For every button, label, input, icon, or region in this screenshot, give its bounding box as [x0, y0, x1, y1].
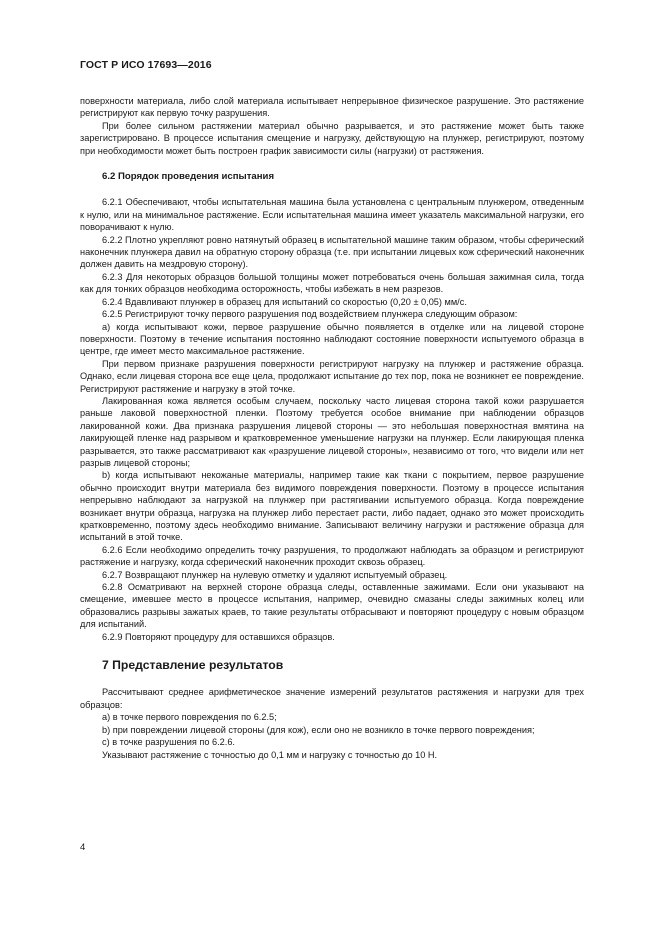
section-heading-7: 7 Представление результатов	[102, 658, 284, 673]
intro-paragraph-2: При более сильном растяжении материал обычно разрывается, и это растяжение может быть также зарегистрировано. В процессе испытания смещение и нагрузку, действующую на плунжер, регистрируют, поэтому при необходимости может быть построен график зависимости силы (нагрузки) от растяжения.	[80, 120, 584, 156]
results-item-a: a) в точке первого повреждения по 6.2.5;	[102, 712, 277, 723]
clause-6-2-2: 6.2.2 Плотно укрепляют ровно натянутый образец в испытательной машине таким образом, чтобы сферический наконечник плунжера давил на обратную сторону образца (т.е. при испытании лицевых кож сферический наконечник должен давить на мездровую сторону).	[80, 234, 584, 270]
clause-6-2-5-a-first-sign: При первом признаке разрушения поверхности регистрируют нагрузку на плунжер и растяжение образца. Однако, если лицевая сторона все еще цела, продолжают испытание до тех пор, пока не возникнет ее повреждение. Регистрируют растяжение и нагрузку в этой точке.	[80, 358, 584, 394]
clause-6-2-7: 6.2.7 Возвращают плунжер на нулевую отметку и удаляют испытуемый образец.	[102, 569, 448, 580]
document-body	[80, 95, 584, 761]
results-intro: Рассчитывают среднее арифметическое значение измерений результатов растяжения и нагрузки для трех образцов:	[80, 687, 584, 710]
clause-6-2-1: 6.2.1 Обеспечивают, чтобы испытательная машина была установлена с центральным плунжером, отведенным к нулю, или на минимальное растяжение. Если испытательная машина имеет указатель максимальной нагрузки, его поворачивают к нулю.	[80, 197, 584, 233]
clause-6-2-3: 6.2.3 Для некоторых образцов большой толщины может потребоваться очень большая зажимная сила, тогда как для тонких образцов необходима осторожность, чтобы избежать в нем разрезов.	[80, 271, 584, 295]
results-precision: Указывают растяжение с точностью до 0,1 мм и нагрузку с точностью до 10 Н.	[102, 749, 438, 760]
clause-6-2-6: 6.2.6 Если необходимо определить точку разрушения, то продолжают наблюдать за образцом и регистрируют растяжение и нагрузку, когда сферический наконечник проходит сквозь образец.	[80, 544, 584, 568]
clause-6-2-8: 6.2.8 Осматривают на верхней стороне образца следы, оставленные зажимами. Если они указывают на смещение, имевшее место в процессе испытания, например, очевидно смазаны следы зажимных колец или образовались разрывы зажатых краев, то такие результаты отбрасывают и повторяют процедуру с новым образцом для испытаний.	[80, 582, 584, 630]
clause-6-2-5-b: b) когда испытывают некожаные материалы, например такие как ткани с покрытием, первое разрушение обычно происходит внутри материала без видимого повреждения поверхности. Поэтому в процессе испытания непрерывно наблюдают за нагрузкой на плунжер при растягивании испытуемого образца. Когда повреждение возникает внутри образца, нагрузка на плунжер либо перестает расти, либо падает, однако это может происходить кратковременно, поэтому здесь необходимо внимание. Записывают величину нагрузки и растяжение образца для испытаний в этой точке.	[80, 470, 584, 543]
document-header: ГОСТ Р ИСО 17693—2016	[80, 59, 212, 71]
results-item-c: c) в точке разрушения по 6.2.6.	[102, 737, 235, 748]
section-heading-6-2: 6.2 Порядок проведения испытания	[102, 171, 275, 183]
page-number: 4	[80, 842, 86, 853]
intro-paragraph-1: поверхности материала, либо слой материала испытывает непрерывное физическое разрушение. Это растяжение регистрируют как первую точку разрушения.	[80, 96, 584, 119]
clause-6-2-5-a-patent-leather: Лакированная кожа является особым случаем, поскольку часто лицевая сторона такой кожи разрушается раньше лаковой поверхностной пленки. Поэтому требуется особое внимание при наблюдении образцов лакированной кожи. Два признака разрушения лицевой стороны — это небольшая поверхностная вмятина на лакирующей пленке над разрывом и кратковременное уменьшение нагрузки на плунжер. Если лакирующая пленка разрывается, это также рассматривают как «разрушение лицевой стороны», независимо от того, что видели или нет разрыв лицевой стороны;	[80, 395, 584, 468]
clause-6-2-4: 6.2.4 Вдавливают плунжер в образец для испытаний со скоростью (0,20 ± 0,05) мм/с.	[102, 296, 467, 307]
results-item-b: b) при повреждении лицевой стороны (для кож), если оно не возникло в точке первого повреждения;	[102, 724, 535, 735]
clause-6-2-9: 6.2.9 Повторяют процедуру для оставшихся образцов.	[102, 631, 335, 642]
clause-6-2-5: 6.2.5 Регистрируют точку первого разрушения под воздействием плунжера следующим образом:	[102, 309, 518, 320]
clause-6-2-5-a: а) когда испытывают кожи, первое разрушение обычно появляется в отделке или на лицевой стороне поверхности. Поэтому в течение испытания постоянно наблюдают состояние поверхности испытуемого образца в центре, где имеет место максимальное растяжение.	[80, 321, 584, 357]
